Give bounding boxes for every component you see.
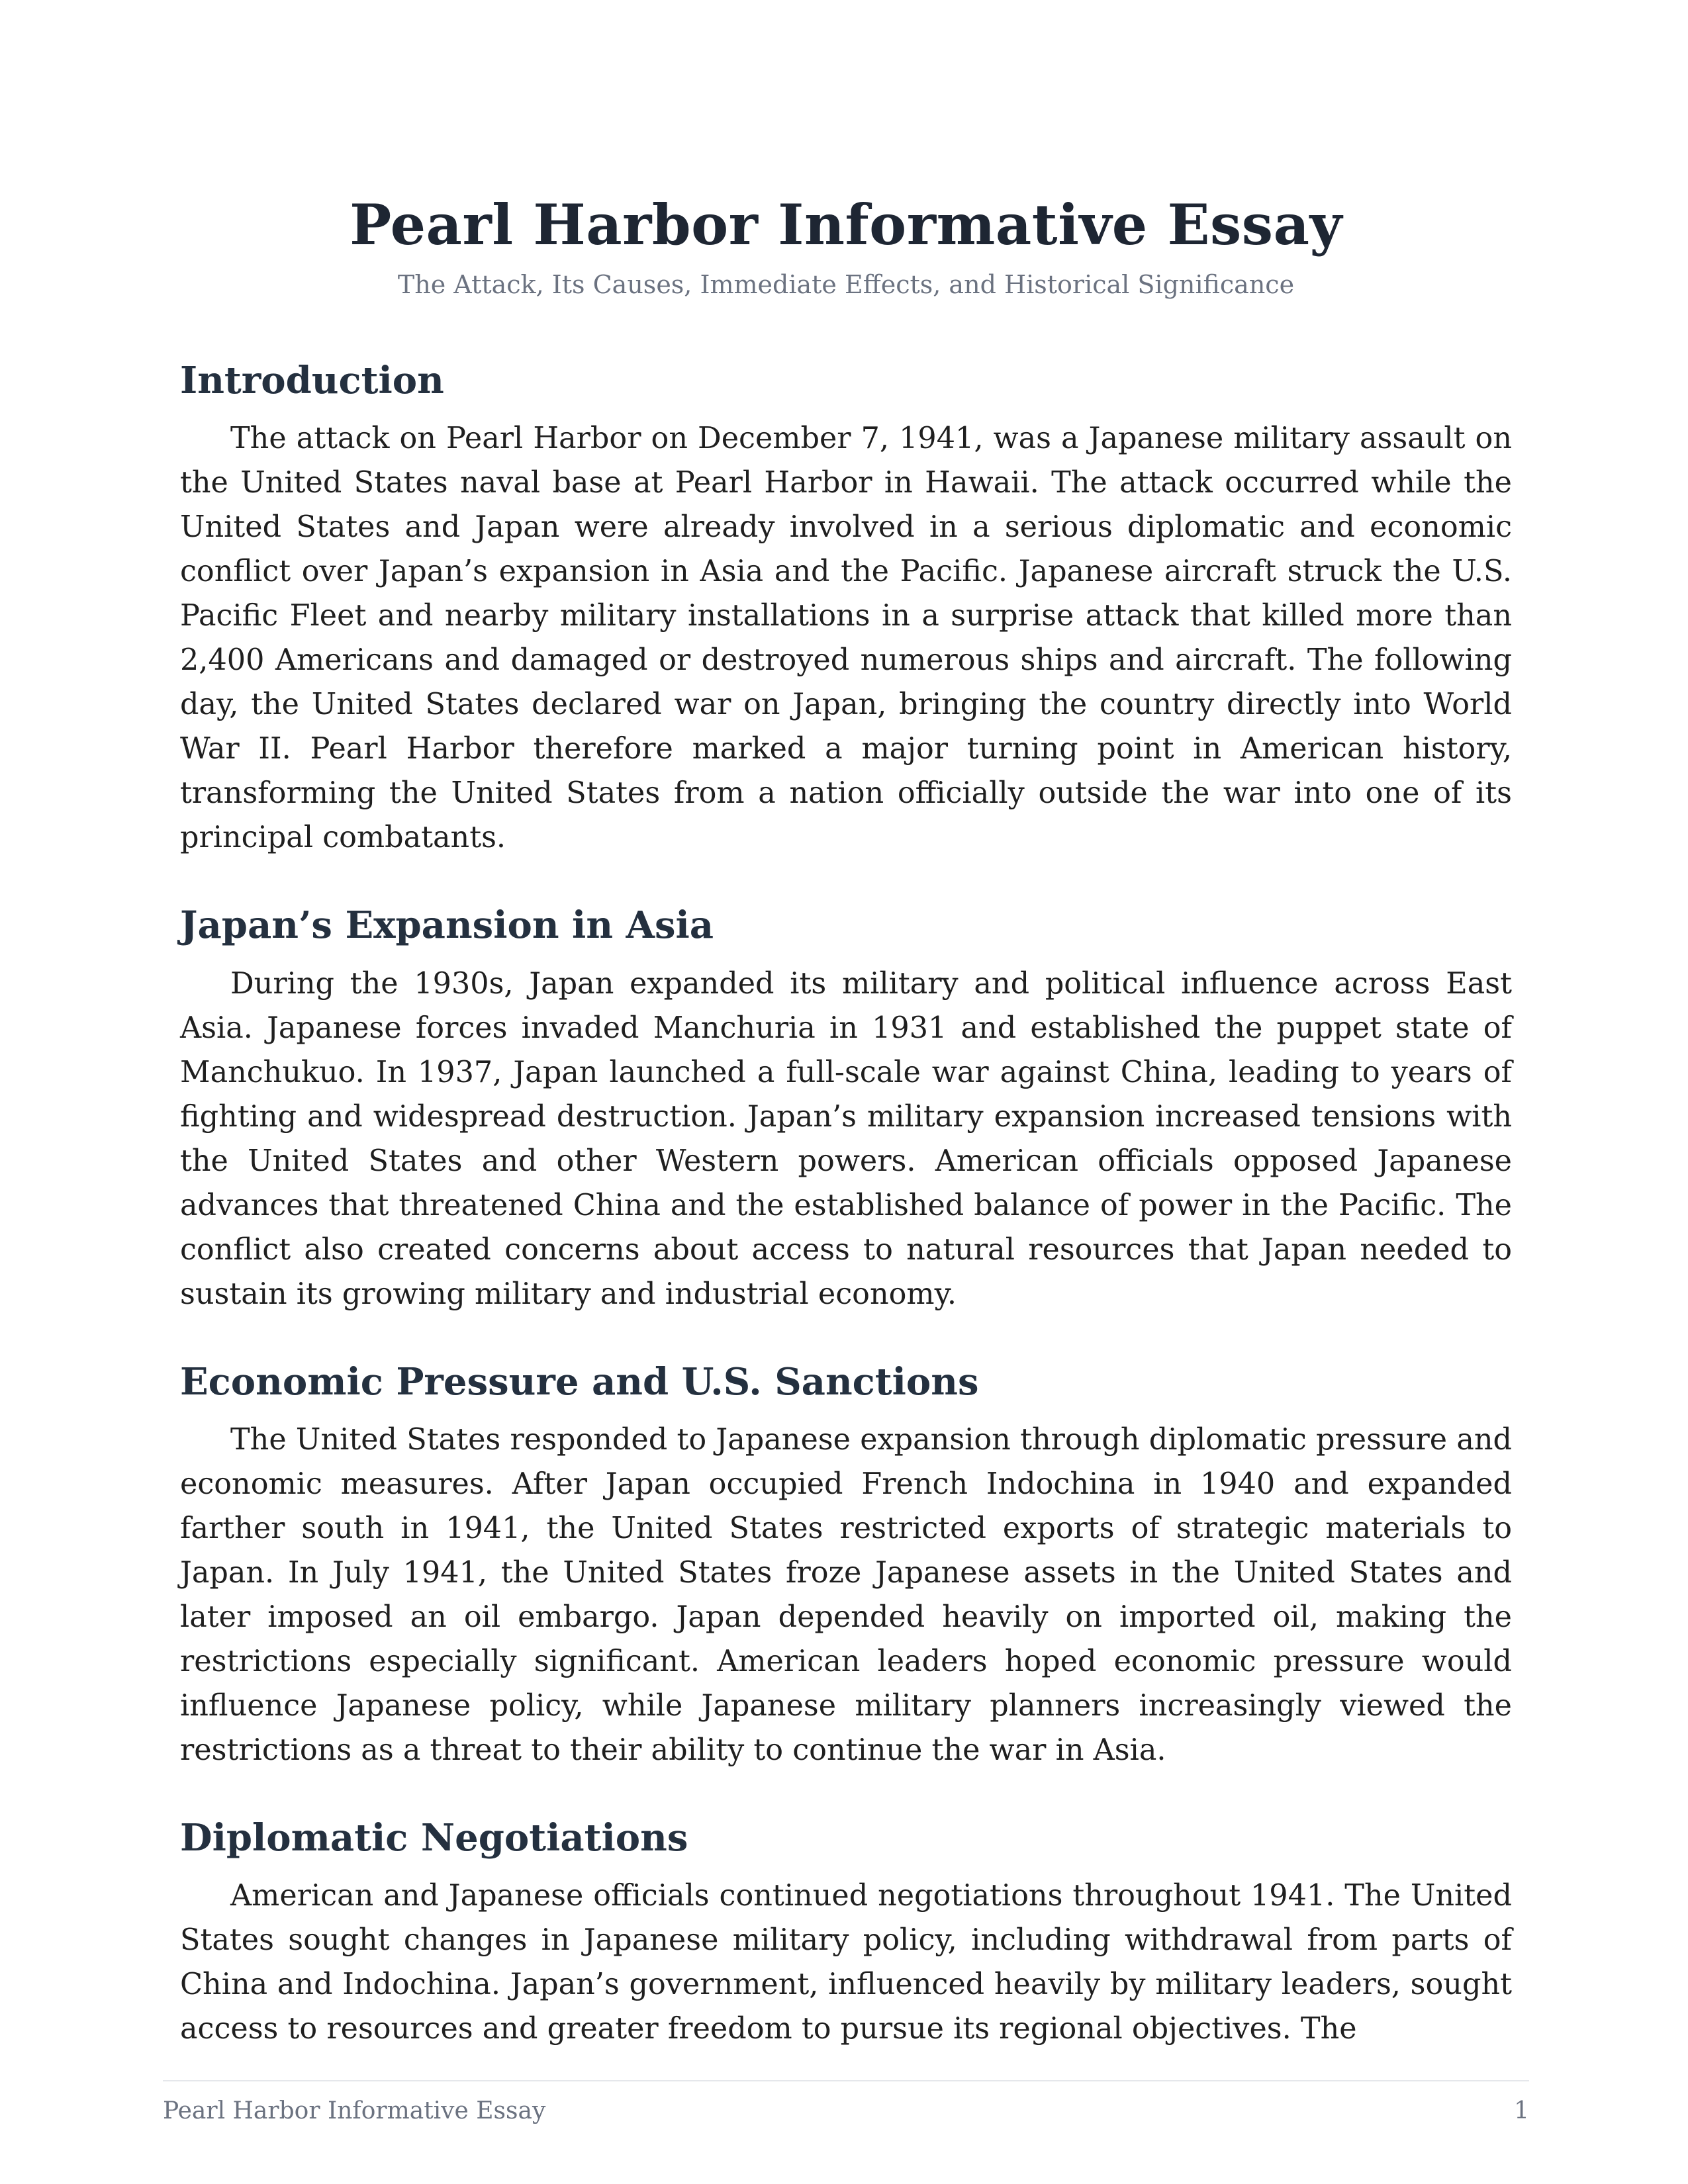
section-paragraph: During the 1930s, Japan expanded its military and political influence across East Asia. Japanese forces invaded Manchuria in 1931 and established the puppet state of Manchukuo. In 1937, Japan launched a full-scale war against China, leading to years of fighting and widespread destruction. Japan’s military expansion increased tensions with the United States and other Western powers. American officials opposed Japanese advances that threatened China and the established balance of power in the Pacific. The conflict also created concerns about access to natural resources that Japan needed to sustain its growing military and industrial economy. — [180, 966, 1512, 1311]
page-content — [180, 192, 1512, 2051]
section-heading: Introduction — [180, 359, 444, 403]
section-heading: Diplomatic Negotiations — [180, 1815, 688, 1860]
section-diplomatic-negotiations — [180, 1816, 1512, 2051]
section-heading: Economic Pressure and U.S. Sanctions — [180, 1359, 979, 1404]
section-japans-expansion — [180, 903, 1512, 1316]
section-paragraph: American and Japanese officials continued negotiations throughout 1941. The United States sought changes in Japanese military policy, including withdrawal from parts of China and Indochina. Japan’s government, influenced heavily by military leaders, sought access to resources and greater freedom to pursue its regional objectives. The — [180, 1879, 1512, 2046]
section-introduction — [180, 359, 1512, 860]
section-paragraph: The attack on Pearl Harbor on December 7, 1941, was a Japanese military assault on the United States naval base at Pearl Harbor in Hawaii. The attack occurred while the United States and Japan were already involved in a serious diplomatic and economic conflict over Japan’s expansion in Asia and the Pacific. Japanese aircraft struck the U.S. Pacific Fleet and nearby military installations in a surprise attack that killed more than 2,400 Americans and damaged or destroyed numerous ships and aircraft. The following day, the United States declared war on Japan, bringing the country directly into World War II. Pearl Harbor therefore marked a major turning point in American history, transforming the United States from a nation officially outside the war into one of its principal combatants. — [180, 422, 1512, 855]
document-subtitle: The Attack, Its Causes, Immediate Effects, and Historical Significance — [397, 269, 1295, 299]
footer-page-number: 1 — [1514, 2097, 1529, 2124]
page-footer — [163, 2080, 1529, 2124]
section-heading: Japan’s Expansion in Asia — [180, 903, 714, 948]
section-economic-pressure — [180, 1360, 1512, 1772]
section-paragraph: The United States responded to Japanese expansion through diplomatic pressure and economic measures. After Japan occupied French Indochina in 1940 and expanded farther south in 1941, the United States restricted exports of strategic materials to Japan. In July 1941, the United States froze Japanese assets in the United States and later imposed an oil embargo. Japan depended heavily on imported oil, making the restrictions especially significant. American leaders hoped economic pressure would influence Japanese policy, while Japanese military planners increasingly viewed the restrictions as a threat to their ability to continue the war in Asia. — [180, 1422, 1512, 1767]
document-title: Pearl Harbor Informative Essay — [350, 192, 1342, 257]
footer-document-title: Pearl Harbor Informative Essay — [163, 2097, 546, 2124]
